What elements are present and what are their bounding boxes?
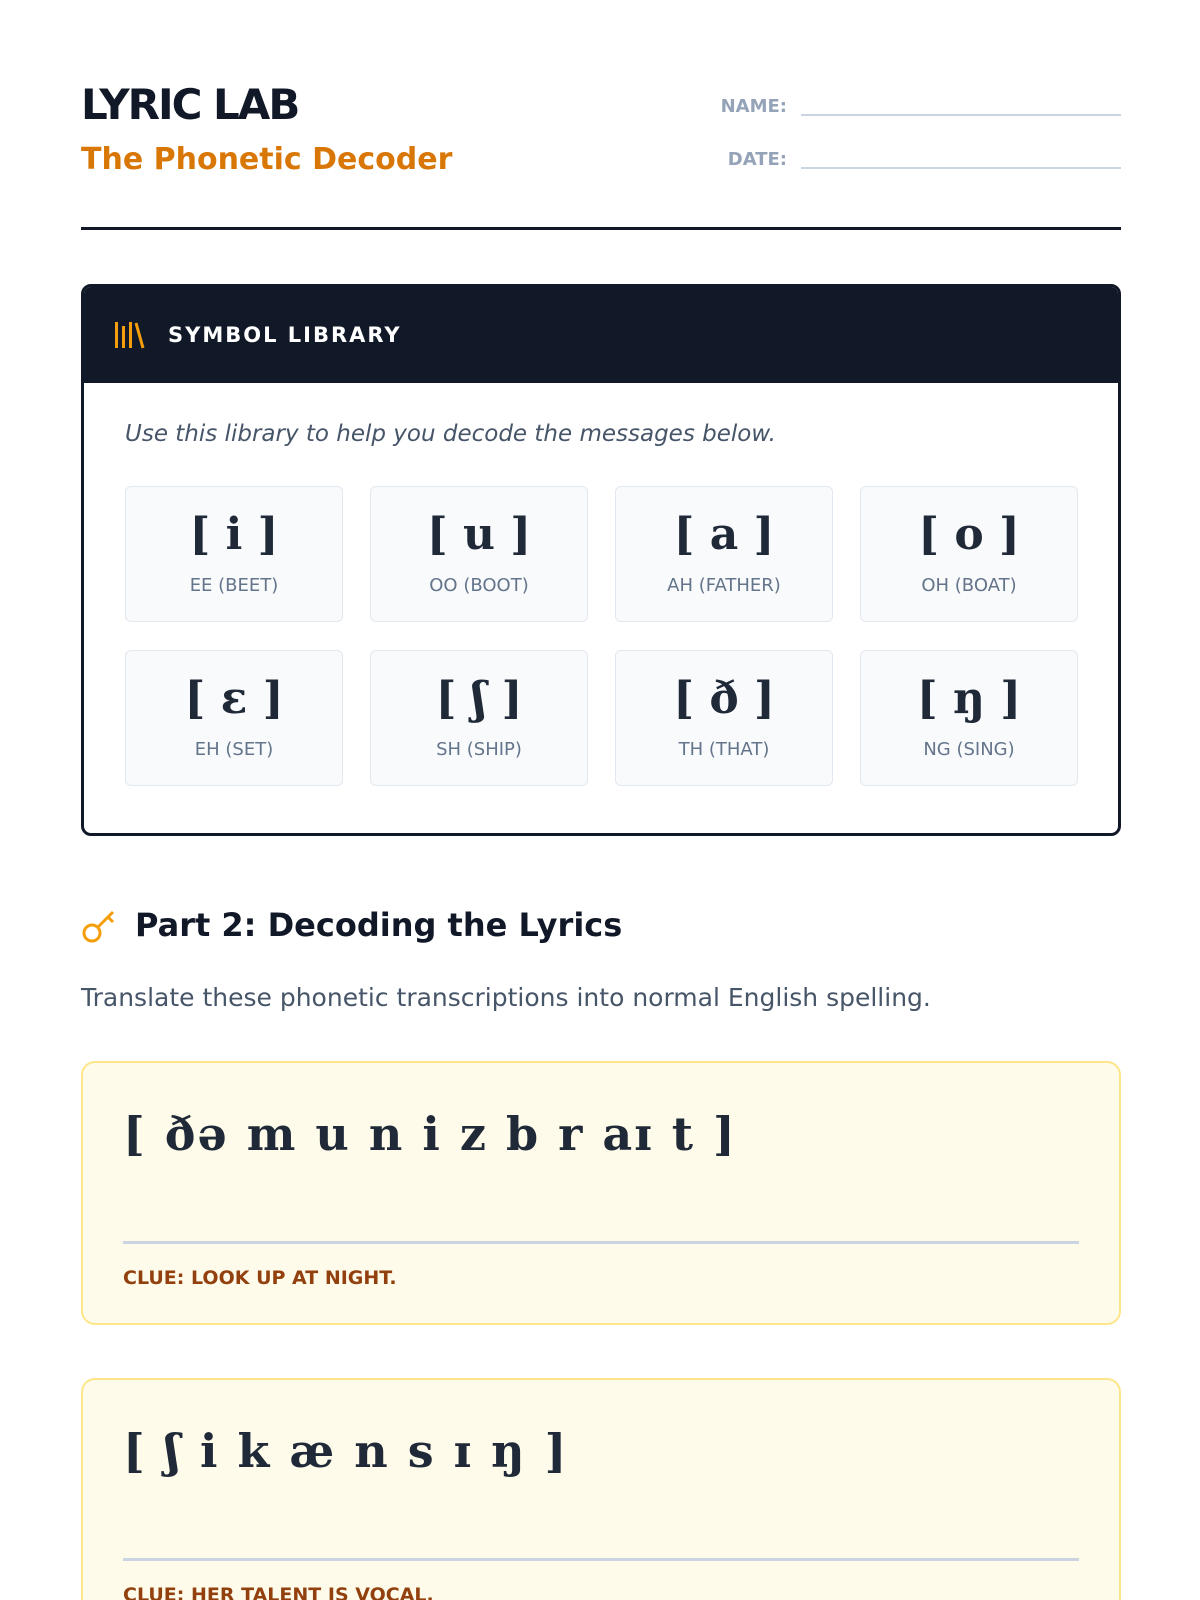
symbol-card-u: [370, 486, 588, 622]
puzzle-clue: CLUE: HER TALENT IS VOCAL.: [123, 1584, 434, 1600]
symbol-glyph: [ u ]: [426, 509, 532, 560]
symbol-card-a: [615, 486, 833, 622]
library-icon: [112, 318, 146, 352]
name-label: NAME:: [720, 96, 787, 117]
library-instruction: Use this library to help you decode the messages below.: [125, 421, 776, 447]
key-icon: [81, 906, 119, 944]
symbol-description: AH (FATHER): [667, 575, 781, 596]
date-field-row: [707, 143, 1121, 169]
page-header: [81, 80, 1121, 230]
symbol-card-ng: [860, 650, 1078, 786]
symbol-glyph: [ i ]: [189, 509, 279, 560]
symbol-card-sh: [370, 650, 588, 786]
symbol-grid: [125, 486, 1077, 786]
date-label: DATE:: [727, 149, 787, 170]
symbol-card-i: [125, 486, 343, 622]
answer-line[interactable]: [123, 1241, 1079, 1244]
symbol-description: TH (THAT): [678, 739, 770, 760]
symbol-card-th: [615, 650, 833, 786]
symbol-card-o: [860, 486, 1078, 622]
header-divider: [81, 227, 1121, 230]
symbol-glyph: [ o ]: [918, 509, 1020, 560]
symbol-library-body: [84, 383, 1118, 786]
puzzle-clue: CLUE: LOOK UP AT NIGHT.: [123, 1267, 397, 1289]
name-field[interactable]: [801, 90, 1121, 116]
brand-title: LYRIC LAB: [81, 80, 299, 129]
symbol-description: EE (BEET): [189, 575, 279, 596]
brand-subtitle: The Phonetic Decoder: [81, 142, 453, 177]
puzzle-phonetic: [ ʃ i k æ n s ɪ ŋ ]: [123, 1424, 569, 1478]
symbol-description: NG (SING): [923, 739, 1015, 760]
symbol-library-panel: [81, 284, 1121, 836]
puzzle-card: [81, 1061, 1121, 1325]
symbol-glyph: [ ð ]: [673, 673, 775, 724]
symbol-library-title: SYMBOL LIBRARY: [168, 323, 402, 347]
symbol-description: OO (BOOT): [429, 575, 529, 596]
puzzle-phonetic: [ ðə m u n i z b r aɪ t ]: [123, 1107, 737, 1161]
date-field[interactable]: [801, 143, 1121, 169]
symbol-glyph: [ ŋ ]: [916, 673, 1022, 724]
puzzle-card: [81, 1378, 1121, 1600]
answer-line[interactable]: [123, 1558, 1079, 1561]
symbol-glyph: [ ʃ ]: [435, 673, 523, 724]
symbol-description: SH (SHIP): [436, 739, 522, 760]
symbol-card-eh: [125, 650, 343, 786]
part2-title: Part 2: Decoding the Lyrics: [135, 906, 623, 944]
name-field-row: [707, 90, 1121, 116]
symbol-library-header: [84, 287, 1118, 383]
part2-header: [81, 906, 622, 944]
part2-description: Translate these phonetic transcriptions into normal English spelling.: [81, 983, 931, 1012]
symbol-glyph: [ a ]: [673, 509, 775, 560]
symbol-glyph: [ ɛ ]: [184, 673, 284, 724]
symbol-description: OH (BOAT): [921, 575, 1017, 596]
symbol-description: EH (SET): [194, 739, 274, 760]
